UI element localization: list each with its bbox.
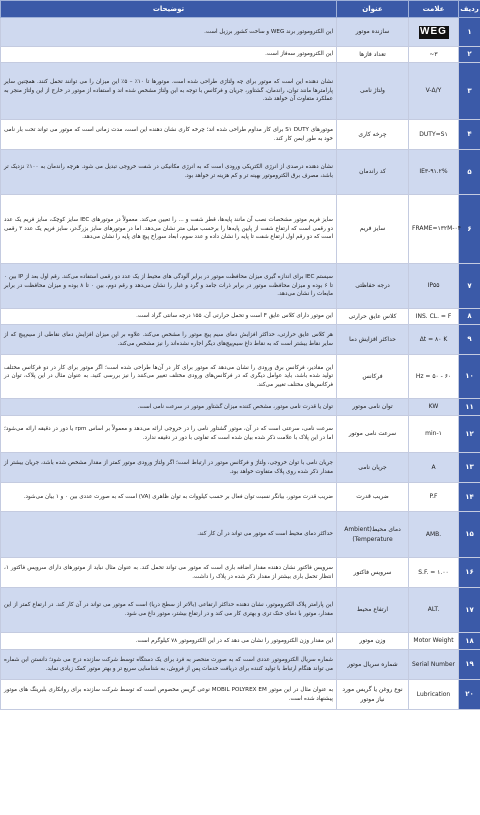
table-row: [1, 264, 480, 309]
row-number: ۱۷: [459, 588, 480, 633]
table-row: [1, 512, 480, 558]
symbol-cell: Lubrication: [409, 680, 459, 710]
title-cell: کد راندمان: [337, 150, 409, 195]
row-number: ۳: [459, 63, 480, 120]
description-cell: سرعت نامی، سرعتی است که در آن، موتور گشتاور نامی را در خروجی ارائه می‌دهد و معمولاً بر اساس rpm یا دور در دقیقه ارائه می‌شود؛ اما در این پلاک با علامت ذکر شده بیان شده است که تفاوتی با دور در دقیقه ندارد.: [1, 416, 337, 453]
title-cell: تعداد فازها: [337, 47, 409, 63]
title-cell: چرخه کاری: [337, 120, 409, 150]
table-row: [1, 325, 480, 355]
header-row-number: ردیف: [459, 1, 480, 18]
row-number: ۱۴: [459, 483, 480, 512]
symbol-cell: min-۱: [409, 416, 459, 453]
table-row: [1, 558, 480, 588]
description-cell: سرویس فاکتور نشان دهنده مقدار اضافه باری است که موتور می تواند تحمل کند. به عنوان مثال نباید از موتورهای دارای سرویس فاکتور ۱، انتظار تحمل باری بیشتر از مقدار ذکر شده در پلاک را داشت.: [1, 558, 337, 588]
description-cell: شماره سریال الکتروموتور عددی است که به صورت منحصر به فرد برای یک دستگاه توسط شرکت سازنده درج می شود؛ دانستن این شماره می تواند هنگام ارتباط با تولید کننده برای دریافت خدمات پس از فروش، به شناسایی سریع تر و بهتر موتور کمک زیادی نماید.: [1, 650, 337, 680]
table-row: [1, 650, 480, 680]
table-row: [1, 18, 480, 47]
table-row: [1, 588, 480, 633]
title-cell: وزن موتور: [337, 633, 409, 650]
table-row: [1, 195, 480, 264]
symbol-cell: ALT.: [409, 588, 459, 633]
row-number: ۴: [459, 120, 480, 150]
row-number: ۱۱: [459, 399, 480, 416]
description-cell: این مقادیر، فرکانس برق ورودی را نشان می‌دهد که موتور برای کار در آن‌ها طراحی شده است؛ اگر موتور برای کار در دو فرکانس مختلف تولید شده باشد، باید عوامل دیگری که در فرکانس‌های ورودی مختلف تغییر می‌کنند را نیز بررسی کنید. به عنوان مثال در این پلاک، توان در فرکانس‌های مختلف تغییر می‌کند.: [1, 355, 337, 399]
table-row: [1, 483, 480, 512]
symbol-cell: Serial Number: [409, 650, 459, 680]
description-cell: هر کلاس عایق حرارتی، حداکثر افزایش دمای سیم پیچ موتور را مشخص می‌کند. علاوه بر این میزان افزایش دمای نقاطی از سیم‌پیچ که از سایر نقاط بیشتر است که به نقاط داغ سیم‌پیچ‌های دیگر اجاره نشده‌اند را نیز مشخص می‌کند.: [1, 325, 337, 355]
symbol-cell: DUTY=S۱: [409, 120, 459, 150]
header-description: توضیحات: [1, 1, 337, 18]
table-row: [1, 453, 480, 483]
row-number: ۸: [459, 309, 480, 325]
header-symbol: علامت: [409, 1, 459, 18]
description-cell: توان یا قدرت نامی موتور، مشخص کننده میزان گشتاور موتور در سرعت نامی است.: [1, 399, 337, 416]
symbol-cell: KW: [409, 399, 459, 416]
title-cell: درجه حفاظتی: [337, 264, 409, 309]
description-cell: ضریب قدرت موتور، بیانگر نسبت توان فعال بر حسب کیلووات به توان ظاهری (VA) است که به صورت عددی بین ۰ و ۱ بیان می‌شود.: [1, 483, 337, 512]
symbol-cell: Hz = ۵۰ - ۶۰: [409, 355, 459, 399]
title-cell: دمای محیط(Ambient Temperature): [337, 512, 409, 558]
table-row: [1, 47, 480, 63]
table-row: [1, 120, 480, 150]
table-row: [1, 680, 480, 710]
description-cell: به عنوان مثال در این موتور MOBIL POLYREX EM نوعی گریس مخصوص است که توسط شرکت سازنده برای روانکاری بلبرینگ های موتور پیشنهاد شده است.: [1, 680, 337, 710]
table-row: [1, 63, 480, 120]
description-cell: حداکثر دمای محیط است که موتور می تواند در آن کار کند.: [1, 512, 337, 558]
title-cell: حداکثر افزایش دما: [337, 325, 409, 355]
description-cell: این الکتروموتور برند WEG و ساخت کشور برزیل است.: [1, 18, 337, 47]
title-cell: نوع روغن یا گریس مورد نیاز موتور: [337, 680, 409, 710]
description-cell: این موتور دارای کلاس عایق F است و تحمل حرارتی آن، ۱۵۵ درجه سانتی گراد است.: [1, 309, 337, 325]
symbol-cell: INS. CL. = F: [409, 309, 459, 325]
description-cell: این پارامتر پلاک الکتروموتور، نشان دهنده حداکثر ارتفاعی (بالاتر از سطح دریا) است که موتور می تواند در آن کار کند. در ارتفاع کمتر از این مقدار، موتور با دمای خنک تری و بهتری کار می کند و در ارتفاع بیشتر، موتور داغ می شود.: [1, 588, 337, 633]
row-number: ۱۹: [459, 650, 480, 680]
title-cell: ولتاژ نامی: [337, 63, 409, 120]
symbol-cell: Motor Weight: [409, 633, 459, 650]
description-cell: نشان دهنده این است که موتور برای چه ولتاژی طراحی شده است. موتورها تا ۱۰٪ – ۵٪ این میزان را می توانند تحمل کنند. همچنین سایر پارامترها مانند توان، راندمان، گشتاور، جریان و فرکانس با توجه به این ولتاژ مشخص شده اند و استفاده از موتور در خارج از این ولتاژ منجر به عملکرد متفاوت آن خواهد شد.: [1, 63, 337, 120]
description-cell: موتورهای S۱ DUTY برای کار مداوم طراحی شده اند؛ چرخه کاری نشان دهنده این است، مدت زمانی است که موتور می تواند تحت بار نامی خود به طور ایمن کار کند.: [1, 120, 337, 150]
description-cell: سایز فریم موتور مشخصات نصب آن مانند پایه‌ها، قطر شفت و ... را تعیین می‌کند. معمولاً در موتورهای IEC سایز کوچک، سایز فریم یک عدد دو رقمی است که ارتفاع شفت از پایین پایه‌ها را برحسب میلی متر نشان می‌دهد. اما در موتورهای سایز بزرگ‌تر، سایز فریم یک عدد ۳ رقمی است که دو رقم اول ارتفاع شفت تا پایه را نشان داده و عدد سوم، ابعاد سوراخ پیچ های پایه را نشان می‌دهد.: [1, 195, 337, 264]
symbol-cell: Δt = ۸۰ K: [409, 325, 459, 355]
row-number: ۵: [459, 150, 480, 195]
symbol-cell: ~۳: [409, 47, 459, 63]
symbol-cell: IP۵۵: [409, 264, 459, 309]
row-number: ۱۸: [459, 633, 480, 650]
row-number: ۲۰: [459, 680, 480, 710]
title-cell: شماره سریال موتور: [337, 650, 409, 680]
description-cell: این مقدار وزن الکتروموتور را نشان می دهد که در این الکتروموتور ۷۸ کیلوگرم است.: [1, 633, 337, 650]
description-cell: جریان نامی با توان خروجی، ولتاژ و فرکانس موتور در ارتباط است؛ اگر ولتاژ ورودی موتور کمتر از مقدار مشخص شده باشد، جریان بیشتر از مقدار ذکر شده روی پلاک متفاوت خواهد بود.: [1, 453, 337, 483]
table-row: [1, 416, 480, 453]
title-cell: سایز فریم: [337, 195, 409, 264]
weg-logo: WEG: [420, 26, 447, 38]
title-cell: توان نامی موتور: [337, 399, 409, 416]
symbol-cell: S.F. = ۱.۰۰: [409, 558, 459, 588]
row-number: ۹: [459, 325, 480, 355]
row-number: ۲: [459, 47, 480, 63]
row-number: ۱۰: [459, 355, 480, 399]
symbol-cell: V-Δ/Y: [409, 63, 459, 120]
title-cell: سرویس فاکتور: [337, 558, 409, 588]
table-row: [1, 309, 480, 325]
title-cell: ضریب قدرت: [337, 483, 409, 512]
description-cell: سیستم IEC برای اندازه گیری میزان محافظت موتور در برابر آلودگی های محیط از یک عدد دو رقمی استفاده می‌کند. رقم اول بعد از IP بین ۰ تا ۶ بوده و میزان محافظت موتور در برابر ذرات جامد و گرد و غبار را نشان می‌دهد و رقم دوم، بین ۰ تا ۸ بوده و میزان محافظت در برابر مایعات را نشان می‌دهد.: [1, 264, 337, 309]
row-number: ۱۵: [459, 512, 480, 558]
table-body: [1, 18, 480, 710]
description-cell: نشان دهنده درصدی از انرژی الکتریکی ورودی است که به انرژی مکانیکی در شفت خروجی تبدیل می شود. هرچه راندمان به ۱۰۰٪ نزدیک تر باشد، مصرف برق الکتروموتور بهینه تر و کم هزینه تر خواهد بود.: [1, 150, 337, 195]
table-header-row: [1, 1, 480, 18]
table-row: [1, 633, 480, 650]
symbol-cell: IE۳-۹۱.۲%: [409, 150, 459, 195]
row-number: ۷: [459, 264, 480, 309]
title-cell: جریان نامی: [337, 453, 409, 483]
table-row: [1, 355, 480, 399]
row-number: ۱۲: [459, 416, 480, 453]
symbol-cell: [409, 18, 459, 47]
title-cell: سازنده موتور: [337, 18, 409, 47]
symbol-cell: P.F: [409, 483, 459, 512]
title-cell: ارتفاع محیط: [337, 588, 409, 633]
row-number: ۱: [459, 18, 480, 47]
title-cell: کلاس عایق حرارتی: [337, 309, 409, 325]
symbol-cell: FRAME=۱۳۲M-۰۴: [409, 195, 459, 264]
row-number: ۶: [459, 195, 480, 264]
row-number: ۱۳: [459, 453, 480, 483]
table-row: [1, 399, 480, 416]
title-cell: فرکانس: [337, 355, 409, 399]
symbol-cell: A: [409, 453, 459, 483]
title-cell: سرعت نامی موتور: [337, 416, 409, 453]
description-cell: این الکتروموتور سه‌فاز است.: [1, 47, 337, 63]
header-title: عنوان: [337, 1, 409, 18]
row-number: ۱۶: [459, 558, 480, 588]
symbol-cell: AMB.: [409, 512, 459, 558]
table-row: [1, 150, 480, 195]
